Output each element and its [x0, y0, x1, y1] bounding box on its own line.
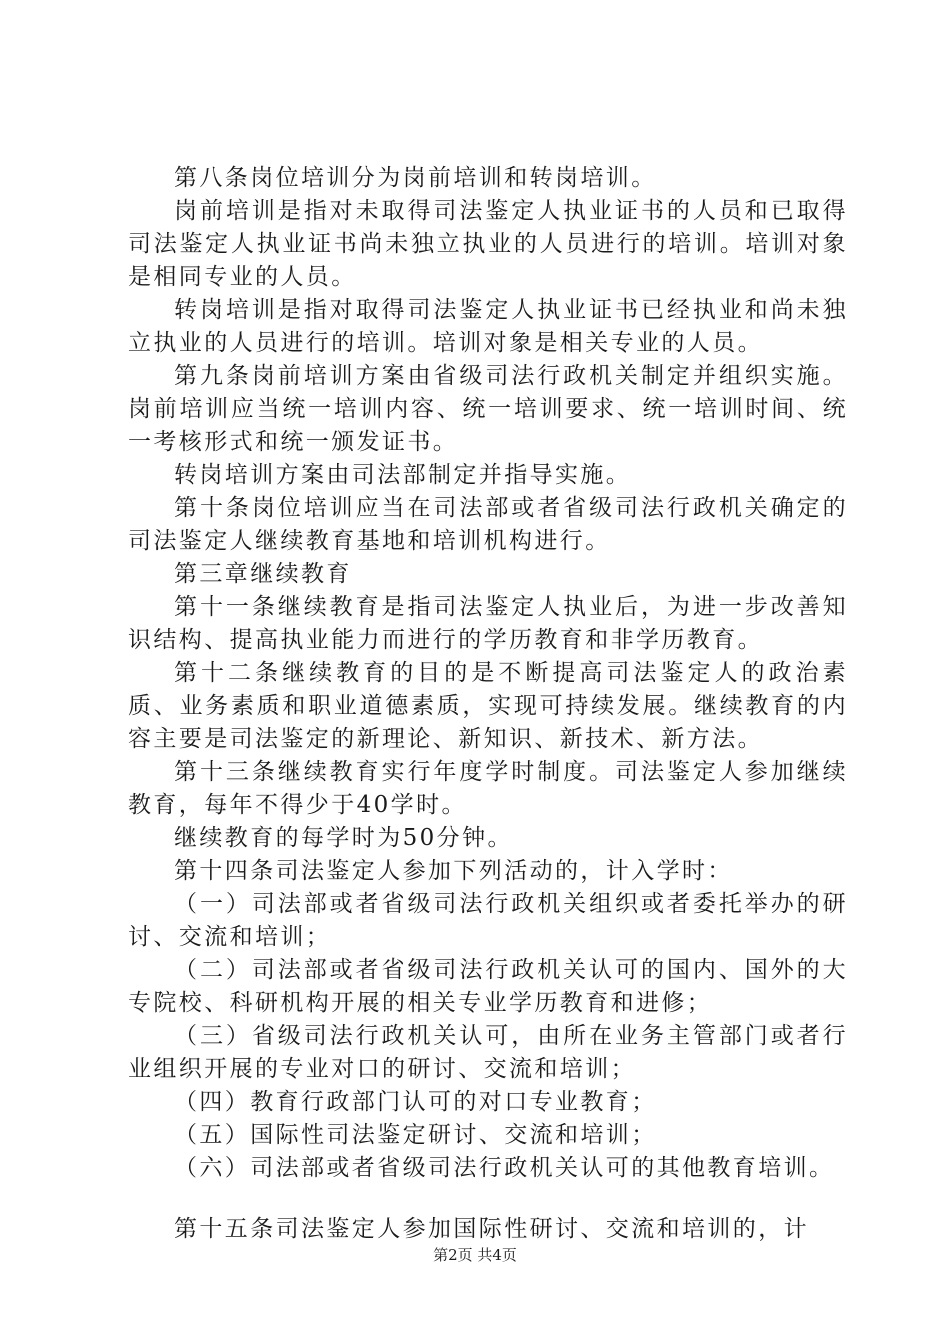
- paragraph-pre-job-training: 岗前培训是指对未取得司法鉴定人执业证书的人员和已取得司法鉴定人执业证书尚未独立执业的人员进行的培训。培训对象是相同专业的人员。: [128, 198, 848, 290]
- paragraph-article-15: 第十五条司法鉴定人参加国际性研讨、交流和培训的，计: [174, 1216, 809, 1242]
- document-body: [128, 162, 848, 1246]
- list-item-4: （四）教育行政部门认可的对口专业教育；: [174, 1089, 657, 1115]
- list-item-1: （一）司法部或者省级司法行政机关组织或者委托举办的研讨、交流和培训；: [128, 891, 848, 950]
- chapter-heading: 第三章继续教育: [174, 561, 352, 587]
- list-item-3: （三）省级司法行政机关认可，由所在业务主管部门或者行业组织开展的专业对口的研讨、交流和培训；: [128, 1023, 848, 1082]
- paragraph-article-14: 第十四条司法鉴定人参加下列活动的，计入学时：: [174, 858, 733, 884]
- page-number: 第2页 共4页: [433, 1246, 517, 1264]
- list-item-5: （五）国际性司法鉴定研讨、交流和培训；: [174, 1122, 657, 1148]
- paragraph-article-9: 第九条岗前培训方案由省级司法行政机关制定并组织实施。岗前培训应当统一培训内容、统一培训要求、统一培训时间、统一考核形式和统一颁发证书。: [128, 363, 848, 455]
- paragraph-article-8: 第八条岗位培训分为岗前培训和转岗培训。: [174, 165, 657, 191]
- paragraph-class-hour: 继续教育的每学时为50分钟。: [174, 825, 513, 851]
- paragraph-article-12: 第十二条继续教育的目的是不断提高司法鉴定人的政治素质、业务素质和职业道德素质，实现可持续发展。继续教育的内容主要是司法鉴定的新理论、新知识、新技术、新方法。: [128, 660, 848, 752]
- paragraph-article-13: 第十三条继续教育实行年度学时制度。司法鉴定人参加继续教育，每年不得少于40学时。: [128, 759, 848, 818]
- list-item-2: （二）司法部或者省级司法行政机关认可的国内、国外的大专院校、科研机构开展的相关专业学历教育和进修；: [128, 957, 848, 1016]
- paragraph-article-11: 第十一条继续教育是指司法鉴定人执业后，为进一步改善知识结构、提高执业能力而进行的学历教育和非学历教育。: [128, 594, 848, 653]
- list-item-6: （六）司法部或者省级司法行政机关认可的其他教育培训。: [174, 1155, 835, 1181]
- paragraph-transfer-training: 转岗培训是指对取得司法鉴定人执业证书已经执业和尚未独立执业的人员进行的培训。培训对象是相关专业的人员。: [128, 297, 848, 356]
- paragraph-transfer-plan: 转岗培训方案由司法部制定并指导实施。: [174, 462, 632, 488]
- paragraph-article-10: 第十条岗位培训应当在司法部或者省级司法行政机关确定的司法鉴定人继续教育基地和培训机构进行。: [128, 495, 848, 554]
